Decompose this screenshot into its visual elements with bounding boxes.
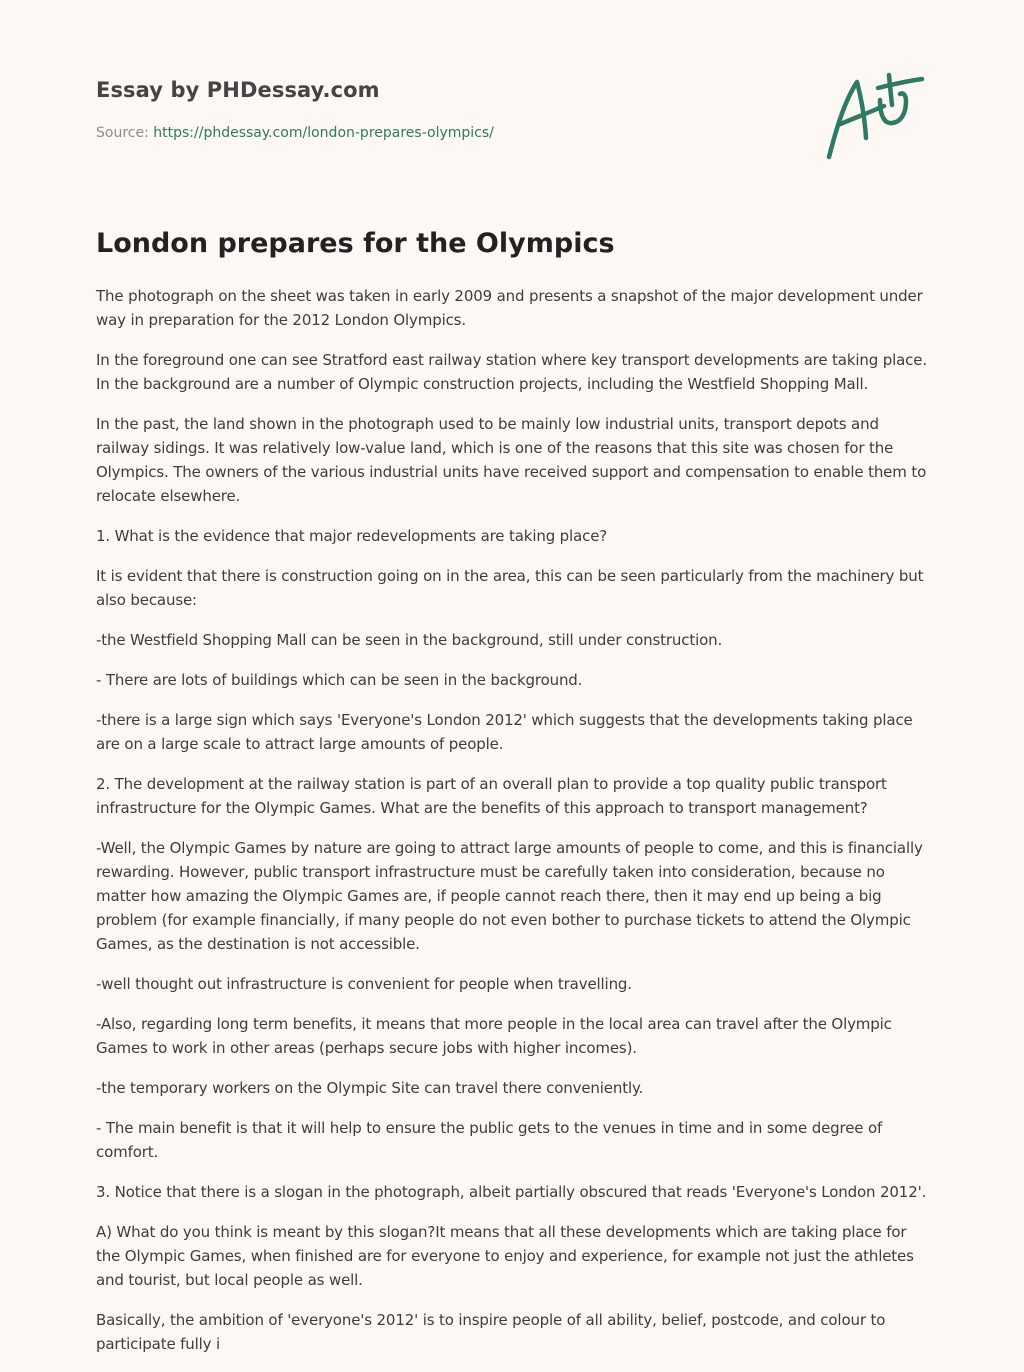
source-line: [96, 124, 796, 142]
essay-paragraph: In the past, the land shown in the photograph used to be mainly low industrial units, transport depots and railway sidings. It was relatively low-value land, which is one of the reasons that this site was chosen for the Olympics. The owners of the various industrial units have received support and compensation to enable them to relocate elsewhere.: [96, 415, 927, 505]
essay-bullet: -the temporary workers on the Olympic Site can travel there conveniently.: [96, 1079, 644, 1097]
essay-bullet: -Well, the Olympic Games by nature are going to attract large amounts of people to come, and this is financially rewarding. However, public transport infrastructure must be carefully taken into consideration, because no matter how amazing the Olympic Games are, if people cannot reach there, then it may end up being a big problem (for example financially, if many people do not even bother to purchase tickets to attend the Olympic Games, as the destination is not accessible.: [96, 839, 923, 953]
site-brand: Essay by PHDessay.com: [96, 78, 380, 102]
page-header: [96, 76, 796, 142]
essay-paragraph: A) What do you think is meant by this slogan?It means that all these developments which are taking place for the Olympic Games, when finished are for everyone to enjoy and experience, for example not just the athletes and tourist, but local people as well.: [96, 1223, 914, 1289]
essay-question: 2. The development at the railway station is part of an overall plan to provide a top quality public transport infrastructure for the Olympic Games. What are the benefits of this approach to transport management?: [96, 775, 887, 817]
essay-bullet: - The main benefit is that it will help to ensure the public gets to the venues in time and in some degree of comfort.: [96, 1119, 883, 1161]
essay-bullet: -there is a large sign which says 'Everyone's London 2012' which suggests that the developments taking place are on a large scale to attract large amounts of people.: [96, 711, 913, 753]
essay-paragraph: The photograph on the sheet was taken in early 2009 and presents a snapshot of the major development under way in preparation for the 2012 London Olympics.: [96, 287, 923, 329]
essay-bullet: -the Westfield Shopping Mall can be seen in the background, still under construction.: [96, 631, 723, 649]
essay-question: 3. Notice that there is a slogan in the photograph, albeit partially obscured that reads 'Everyone's London 2012'.: [96, 1183, 927, 1201]
essay-bullet: - There are lots of buildings which can be seen in the background.: [96, 671, 583, 689]
essay-bullet: -Also, regarding long term benefits, it means that more people in the local area can travel after the Olympic Games to work in other areas (perhaps secure jobs with higher incomes).: [96, 1015, 892, 1057]
source-label: Source:: [96, 125, 154, 141]
essay-content: [96, 226, 928, 1372]
a-plus-logo-icon: [822, 68, 928, 164]
essay-question: 1. What is the evidence that major redevelopments are taking place?: [96, 527, 608, 545]
source-link[interactable]: https://phdessay.com/london-prepares-olympics/: [153, 125, 494, 141]
essay-paragraph: It is evident that there is construction going on in the area, this can be seen particularly from the machinery but also because:: [96, 567, 924, 609]
essay-title: London prepares for the Olympics: [96, 228, 615, 259]
essay-bullet: -well thought out infrastructure is convenient for people when travelling.: [96, 975, 632, 993]
essay-paragraph: Basically, the ambition of 'everyone's 2012' is to inspire people of all ability, belief, postcode, and colour to participate fully i: [96, 1311, 886, 1353]
essay-paragraph: In the foreground one can see Stratford east railway station where key transport developments are taking place. In the background are a number of Olympic construction projects, including the Westfield Shopping Mall.: [96, 351, 927, 393]
